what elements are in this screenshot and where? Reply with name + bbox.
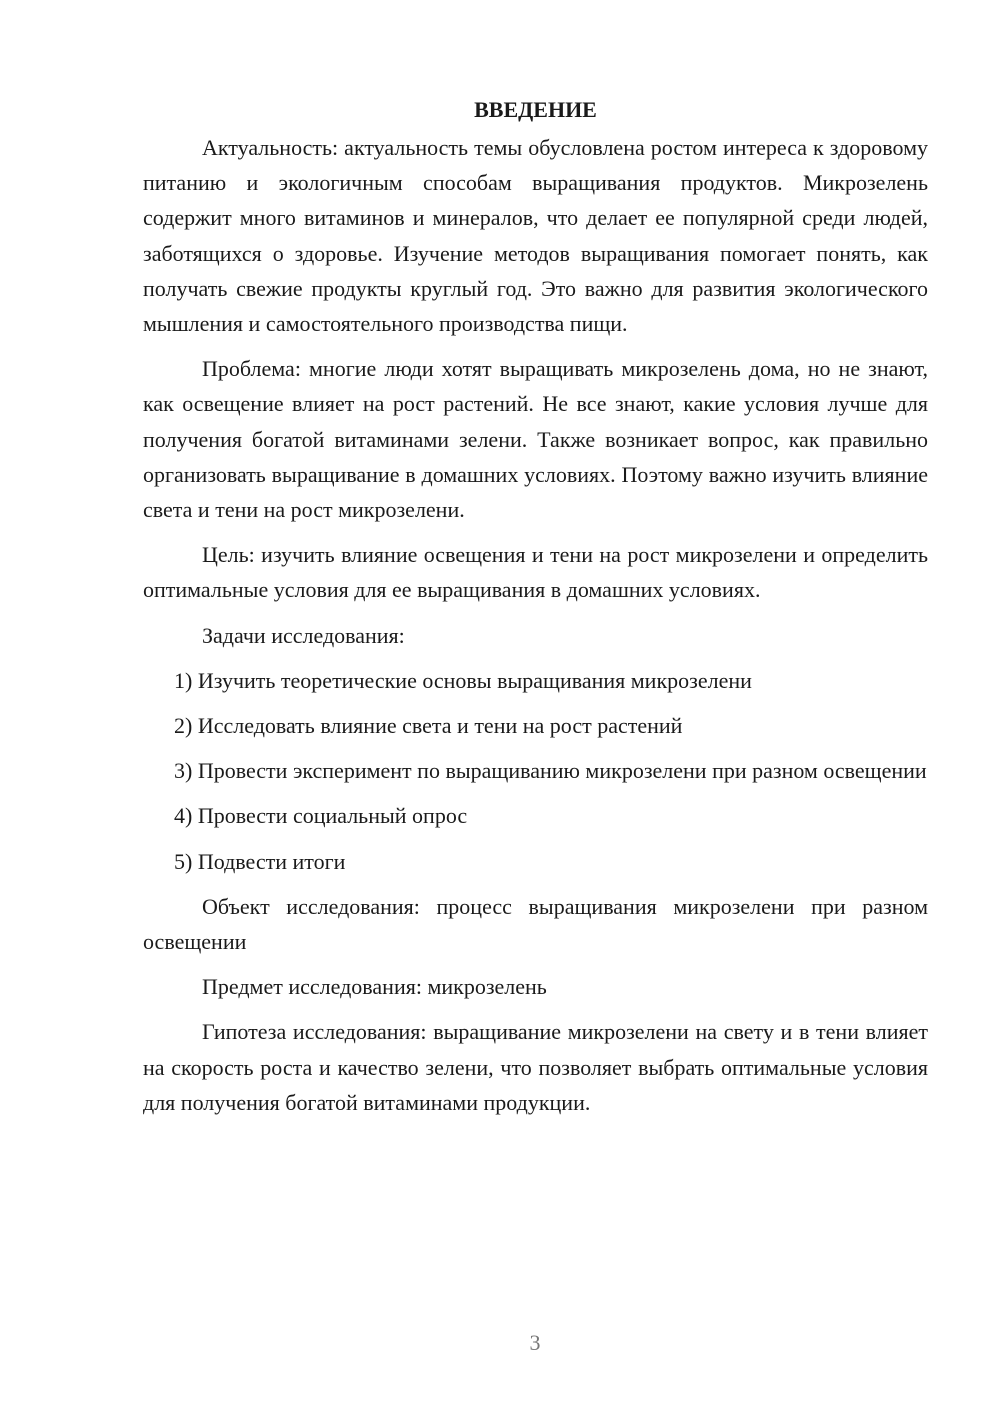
problem-paragraph: Проблема: многие люди хотят выращивать микрозелень дома, но не знают, как освещение влияет на рост растений. Не все знают, какие условия лучше для получения богатой витаминами зелени. Также возникает вопрос, как правильно организовать выращивание в домашних условиях. Поэтому важно изучить влияние света и тени на рост микрозелени. bbox=[143, 356, 928, 523]
task-item: 4) Провести социальный опрос bbox=[174, 803, 468, 829]
tasks-label: Задачи исследования: bbox=[202, 622, 405, 648]
task-item: 1) Изучить теоретические основы выращивания микрозелени bbox=[174, 667, 752, 693]
task-item: 3) Провести эксперимент по выращиванию микрозелени при разном освещении bbox=[174, 758, 927, 784]
task-item: 5) Подвести итоги bbox=[174, 848, 346, 874]
page-number: 3 bbox=[529, 1330, 541, 1355]
document-page bbox=[143, 92, 928, 1130]
hypothesis-paragraph: Гипотеза исследования: выращивание микрозелени на свету и в тени влияет на скорость роста и качество зелени, что позволяет выбрать оптимальные условия для получения богатой витаминами продукции. bbox=[143, 1019, 928, 1115]
subject-paragraph: Предмет исследования: микрозелень bbox=[202, 974, 547, 1000]
task-item: 2) Исследовать влияние света и тени на рост растений bbox=[174, 713, 683, 739]
tasks-list bbox=[143, 663, 928, 879]
section-heading: ВВЕДЕНИЕ bbox=[474, 97, 597, 122]
object-paragraph: Объект исследования: процесс выращивания микрозелени при разном освещении bbox=[143, 893, 928, 955]
relevance-paragraph: Актуальность: актуальность темы обусловлена ростом интереса к здоровому питанию и экологичным способам выращивания продуктов. Микрозелень содержит много витаминов и минералов, что делает ее популярной среди людей, заботящихся о здоровье. Изучение методов выращивания помогает понять, как получать свежие продукты круглый год. Это важно для развития экологического мышления и самостоятельного производства пищи. bbox=[143, 135, 928, 337]
goal-paragraph: Цель: изучить влияние освещения и тени на рост микрозелени и определить оптимальные условия для ее выращивания в домашних условиях. bbox=[143, 542, 928, 603]
